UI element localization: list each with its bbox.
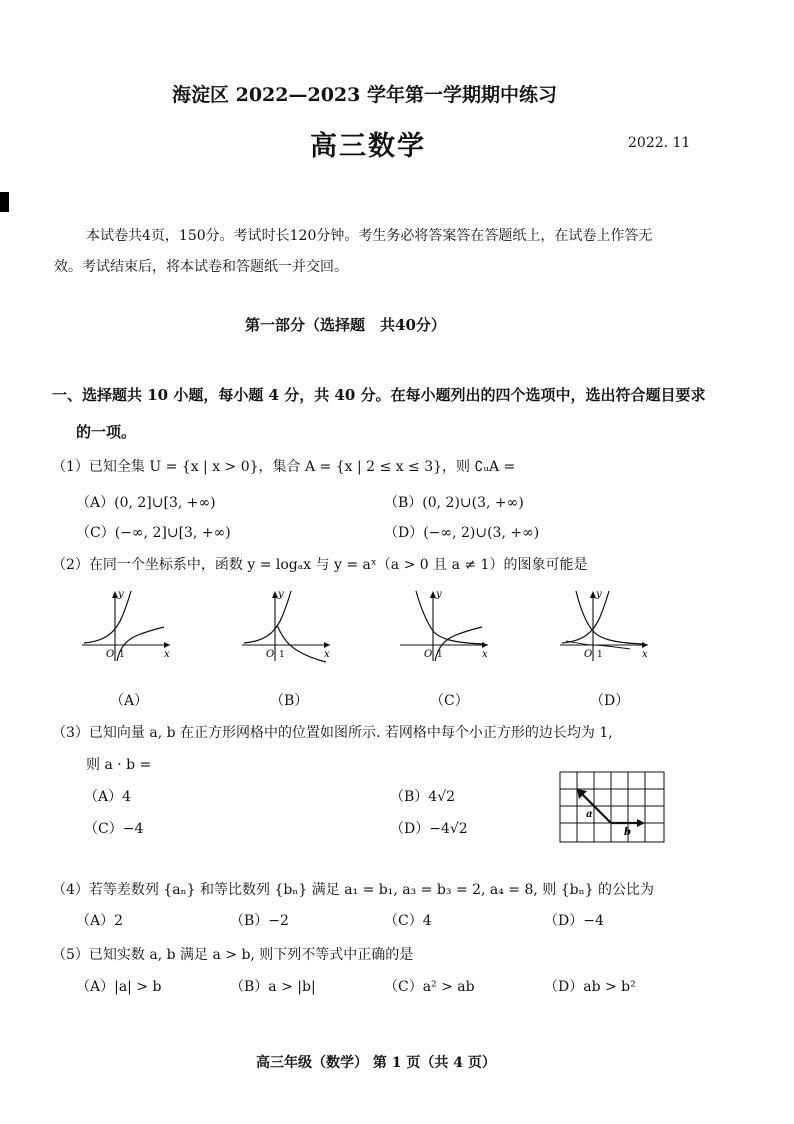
subject-title: 高三数学: [310, 131, 426, 162]
q2-d-one: 1: [597, 650, 603, 660]
q2-d-x-label: x: [642, 649, 648, 660]
q2-c-origin: O: [424, 649, 433, 660]
q2-b-origin: O: [266, 649, 275, 660]
q2-b-y-label: y: [278, 589, 284, 600]
q3-vector-a: [579, 791, 611, 823]
q2-label-b: （B）: [270, 693, 309, 709]
section-intro-line-1: 一、选择题共 10 小题，每小题 4 分，共 40 分。在每小题列出的四个选项中，选出符合题目要求: [52, 386, 706, 404]
q2-label-a: （A）: [110, 693, 149, 709]
page-footer: 高三年级（数学） 第 1 页（共 4 页）: [256, 1055, 496, 1071]
q2-graph-d: [560, 589, 648, 661]
section-intro-line-2: 的一项。: [76, 423, 137, 441]
q3-stem-2: 则 a · b =: [86, 757, 152, 773]
q2-c-x-label: x: [482, 649, 488, 660]
q2-b-one: 1: [279, 650, 285, 660]
q2-label-d: （D）: [590, 693, 630, 709]
exam-title: 海淀区 2022—2023 学年第一学期期中练习: [172, 84, 557, 106]
q1-option-b: （B）(0, 2)∪(3, +∞): [384, 495, 524, 511]
q5-stem: （5）已知实数 a, b 满足 a > b, 则下列不等式中正确的是: [52, 947, 414, 963]
q1-option-c: （C）(−∞, 2]∪[3, +∞): [76, 525, 231, 541]
q2-b-x-label: x: [324, 649, 330, 660]
q5-option-a: （A）|a| > b: [76, 979, 162, 995]
q3-option-d: （D）−4√2: [390, 821, 468, 837]
q2-c-one: 1: [437, 650, 443, 660]
q3-label-a: a: [586, 809, 593, 820]
q2-graph-c: [400, 589, 488, 661]
edge-mark: [0, 192, 9, 212]
q2-graph-b: [242, 589, 330, 662]
instructions-line-1: 本试卷共4页，150分。考试时长120分钟。考生务必将答案答在答题纸上，在试卷上作答无: [86, 228, 653, 244]
q3-stem: （3）已知向量 a, b 在正方形网格中的位置如图所示. 若网格中每个小正方形的边长均为 1,: [52, 725, 613, 741]
q2-stem: （2）在同一个坐标系中，函数 y = logₐx 与 y = aˣ（a > 0 且 a ≠ 1）的图象可能是: [52, 557, 588, 573]
q2-c-y-label: y: [436, 589, 442, 600]
q2-graph-a: [82, 589, 170, 661]
q3-option-b: （B）4√2: [390, 789, 456, 805]
q3-grid-figure: [558, 770, 670, 846]
exam-date: 2022. 11: [628, 135, 691, 151]
q2-a-origin: O: [106, 649, 115, 660]
q2-label-c: （C）: [430, 693, 469, 709]
q3-label-b: b: [624, 827, 631, 838]
q1-option-a: （A）(0, 2]∪[3, +∞): [76, 495, 216, 511]
q5-option-d: （D）ab > b²: [544, 979, 636, 995]
q2-a-y-label: y: [118, 589, 124, 600]
q4-option-c: （C）4: [384, 913, 432, 929]
q4-stem: （4）若等差数列 {aₙ} 和等比数列 {bₙ} 满足 a₁ = b₁, a₃ = b₃ = 2, a₄ = 8, 则 {bₙ} 的公比为: [52, 882, 655, 898]
q2-a-one: 1: [119, 650, 125, 660]
instructions-line-2: 效。考试结束后，将本试卷和答题纸一并交回。: [54, 259, 348, 275]
q1-stem: （1）已知全集 U = {x | x > 0}，集合 A = {x | 2 ≤ x ≤ 3}，则 ∁ᵤA =: [52, 459, 516, 475]
part-title: 第一部分（选择题 共40分）: [245, 316, 446, 334]
q2-graphs: [70, 585, 670, 665]
q5-option-c: （C）a² > ab: [384, 979, 475, 995]
q2-d-y-label: y: [596, 589, 602, 600]
q3-option-c: （C）−4: [84, 821, 144, 837]
q2-a-x-label: x: [164, 649, 170, 660]
q5-option-b: （B）a > |b|: [230, 979, 316, 995]
q4-option-d: （D）−4: [544, 913, 604, 929]
q3-option-a: （A）4: [84, 789, 132, 805]
q4-option-a: （A）2: [76, 913, 124, 929]
q4-option-b: （B）−2: [230, 913, 289, 929]
q1-option-d: （D）(−∞, 2)∪(3, +∞): [384, 525, 540, 541]
q2-d-origin: O: [584, 649, 593, 660]
